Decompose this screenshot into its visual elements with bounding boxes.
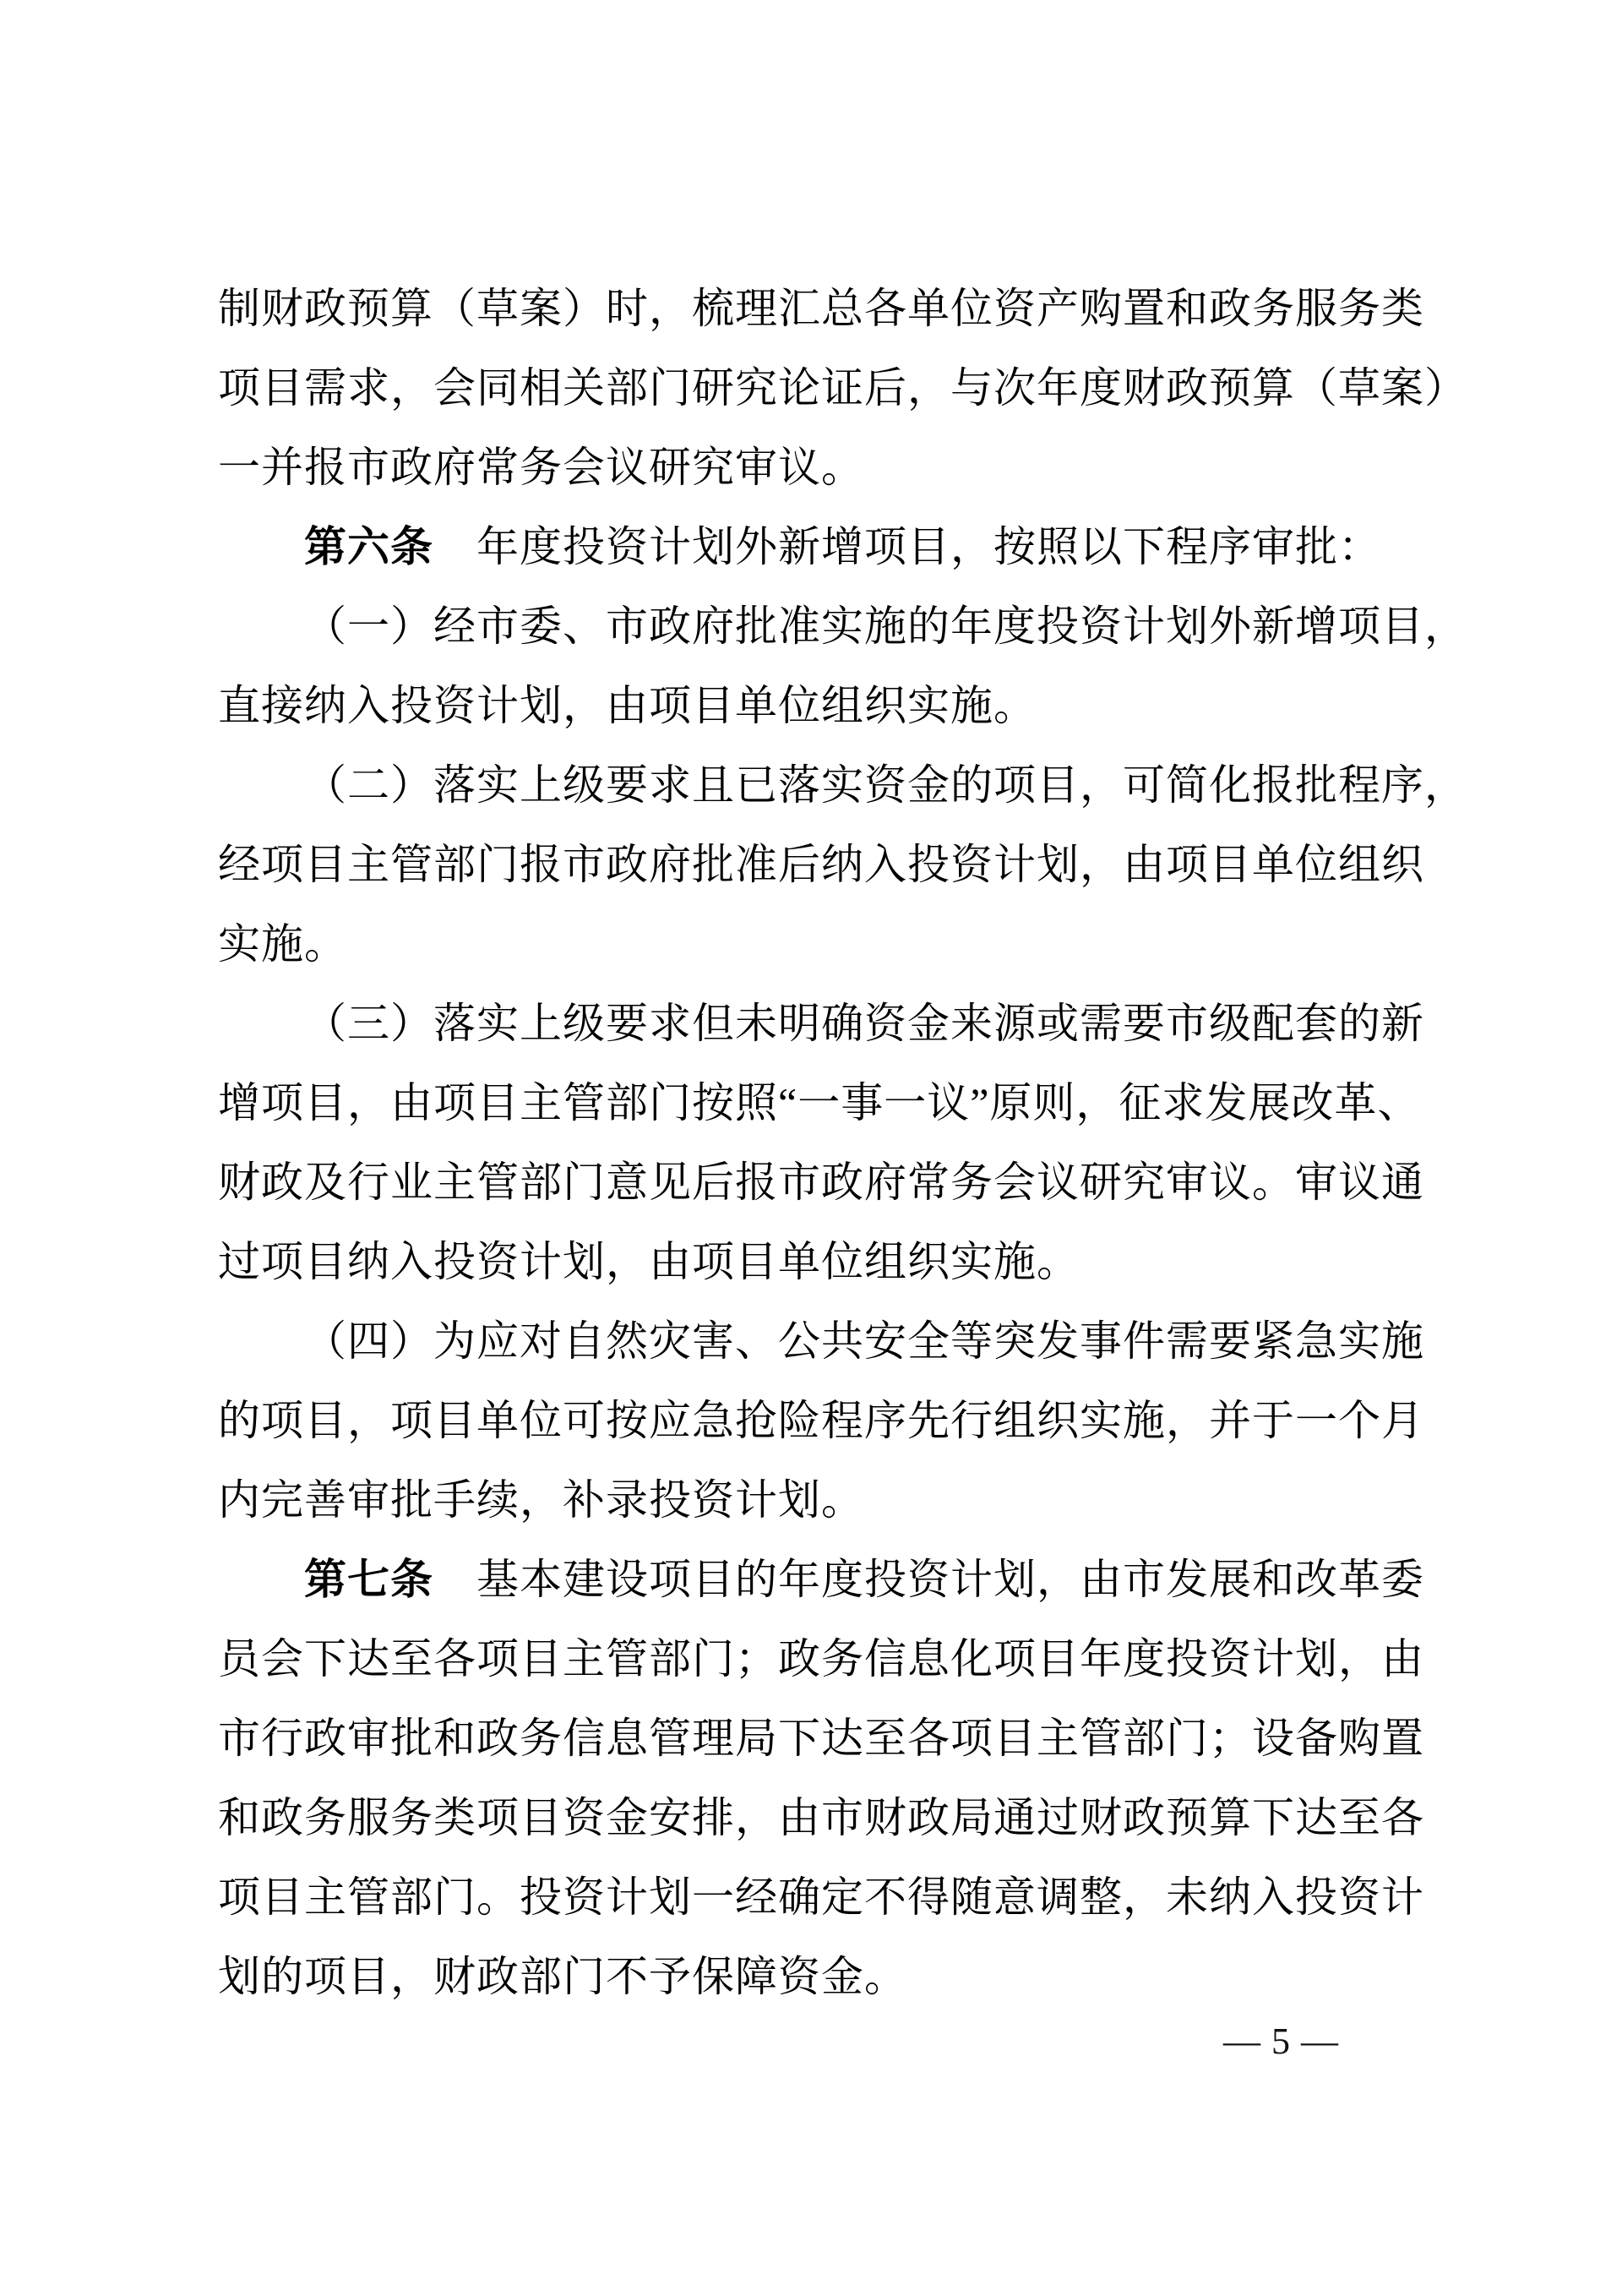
line-text: 财政及行业主管部门意见后报市政府常务会议研究审议。审议通 — [218, 1159, 1424, 1206]
text-line — [218, 507, 1419, 586]
line-text: 过项目纳入投资计划，由项目单位组织实施。 — [218, 1238, 1080, 1285]
line-text: 员会下达至各项目主管部门；政务信息化项目年度投资计划，由 — [218, 1635, 1424, 1682]
text-line — [218, 1699, 1424, 1778]
line-text: 增项目，由项目主管部门按照“一事一议”原则，征求发展改革、 — [218, 1079, 1421, 1126]
line-bold-prefix: 第六条 — [304, 523, 433, 570]
line-text: 实施。 — [218, 920, 347, 968]
text-line — [218, 1143, 1424, 1222]
line-text: （一）经市委、市政府批准实施的年度投资计划外新增项目， — [304, 603, 1467, 650]
text-line — [218, 1619, 1424, 1699]
text-line — [218, 1540, 1424, 1619]
line-text: （二）落实上级要求且已落实资金的项目，可简化报批程序， — [304, 761, 1467, 809]
text-line — [218, 1063, 1419, 1143]
text-line — [218, 1222, 1419, 1301]
line-text: 直接纳入投资计划，由项目单位组织实施。 — [218, 682, 1037, 729]
page-number: — 5 — — [1223, 2021, 1339, 2062]
line-text: 市行政审批和政务信息管理局下达至各项目主管部门；设备购置 — [218, 1715, 1424, 1762]
text-line — [218, 745, 1467, 825]
line-text: 制财政预算（草案）时，梳理汇总各单位资产购置和政务服务类 — [218, 285, 1424, 332]
text-line — [218, 1301, 1424, 1381]
text-line — [218, 1460, 1419, 1540]
line-text: 项目需求，会同相关部门研究论证后，与次年度财政预算（草案） — [218, 364, 1467, 412]
line-text: 划的项目，财政部门不予保障资金。 — [218, 1953, 907, 2000]
text-line — [218, 984, 1424, 1063]
text-line — [218, 1857, 1424, 1937]
text-line — [218, 586, 1467, 666]
text-line — [218, 666, 1419, 745]
document-body — [218, 269, 1467, 2016]
line-text: 的项目，项目单位可按应急抢险程序先行组织实施，并于一个月 — [218, 1397, 1424, 1444]
line-text: 和政务服务类项目资金安排，由市财政局通过财政预算下达至各 — [218, 1794, 1424, 1841]
text-line — [218, 348, 1467, 428]
text-line — [218, 1937, 1419, 2016]
line-bold-prefix: 第七条 — [304, 1556, 433, 1603]
line-text: （四）为应对自然灾害、公共安全等突发事件需要紧急实施 — [304, 1317, 1424, 1365]
line-text: 经项目主管部门报市政府批准后纳入投资计划，由项目单位组织 — [218, 841, 1424, 888]
line-text: 一并报市政府常务会议研究审议。 — [218, 444, 864, 491]
text-line — [218, 904, 1419, 984]
line-text: 年度投资计划外新增项目，按照以下程序审批： — [433, 523, 1381, 570]
line-text: （三）落实上级要求但未明确资金来源或需要市级配套的新 — [304, 1000, 1424, 1047]
text-line — [218, 1381, 1424, 1460]
text-line — [218, 428, 1419, 507]
line-text: 基本建设项目的年度投资计划，由市发展和改革委 — [433, 1556, 1424, 1603]
line-text: 内完善审批手续，补录投资计划。 — [218, 1476, 864, 1524]
text-line — [218, 825, 1424, 904]
line-text: 项目主管部门。投资计划一经确定不得随意调整，未纳入投资计 — [218, 1873, 1424, 1921]
text-line — [218, 269, 1424, 348]
text-line — [218, 1778, 1424, 1857]
